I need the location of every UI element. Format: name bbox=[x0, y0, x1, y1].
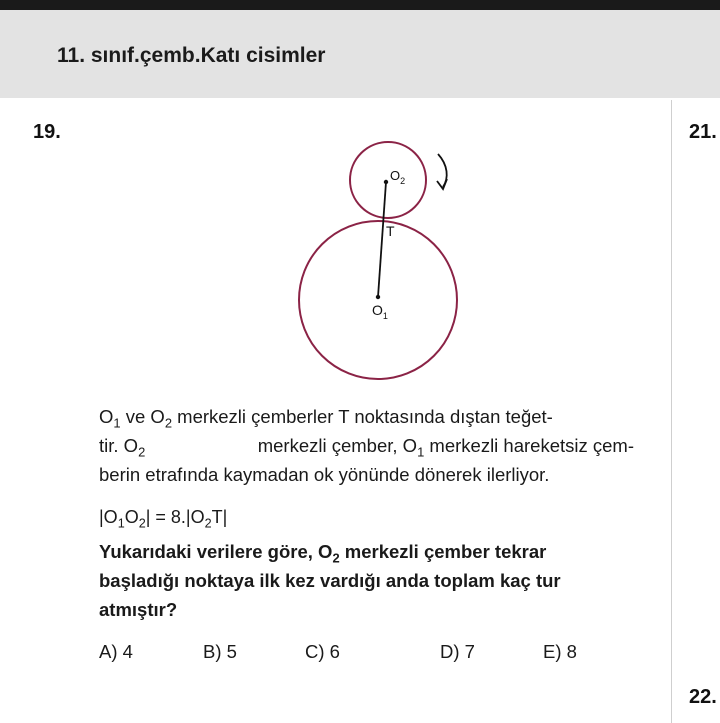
question-line-2: başladığı noktaya ilk kez vardığı anda toplam kaç tur bbox=[99, 570, 561, 591]
next-column-question-number: 21. bbox=[689, 121, 717, 143]
option-d[interactable]: D) 7 bbox=[440, 641, 475, 662]
problem-line-2: tir. $O_2$ merkezli çember, $O_1$ merkezli hareketsiz çem- bbox=[99, 435, 634, 460]
label-o1: $O_1$ bbox=[372, 302, 388, 321]
page-title: 11. sınıf.çemb.Katı cisimler bbox=[57, 44, 326, 67]
top-bar bbox=[0, 0, 720, 10]
option-c[interactable]: C) 6 bbox=[305, 641, 340, 662]
question-text bbox=[99, 537, 634, 624]
problem-line-1: $O_1$ ve $O_2$ merkezli çemberler T noktasında dıştan teğet- bbox=[99, 406, 553, 431]
rolling-circle-o2 bbox=[350, 142, 426, 218]
center-point-o1 bbox=[376, 295, 380, 299]
arrow-head bbox=[437, 179, 447, 189]
problem-text bbox=[99, 402, 634, 489]
problem-line-3: berin etrafında kaymadan ok yönünde dönerek ilerliyor. bbox=[99, 464, 550, 485]
formula: $|O_1O_2| = 8.|O_2T|$ bbox=[99, 507, 228, 531]
question-line-1: Yukarıdaki verilere göre, $O_2$ merkezli çember tekrar bbox=[99, 541, 547, 566]
option-b[interactable]: B) 5 bbox=[203, 641, 237, 662]
next-column-question-number-bottom: 22. bbox=[689, 686, 717, 708]
question-line-3: atmıştır? bbox=[99, 599, 178, 620]
option-e[interactable]: E) 8 bbox=[543, 641, 577, 662]
center-line bbox=[378, 182, 386, 297]
label-t: T bbox=[386, 223, 395, 239]
tangent-circles-figure bbox=[290, 140, 480, 390]
option-a[interactable]: A) 4 bbox=[99, 641, 133, 662]
center-point-o2 bbox=[384, 180, 388, 184]
column-divider bbox=[671, 100, 672, 723]
label-o2: $O_2$ bbox=[390, 168, 406, 186]
question-number: 19. bbox=[33, 121, 61, 143]
fixed-circle-o1 bbox=[299, 221, 457, 379]
page-header bbox=[0, 10, 720, 98]
